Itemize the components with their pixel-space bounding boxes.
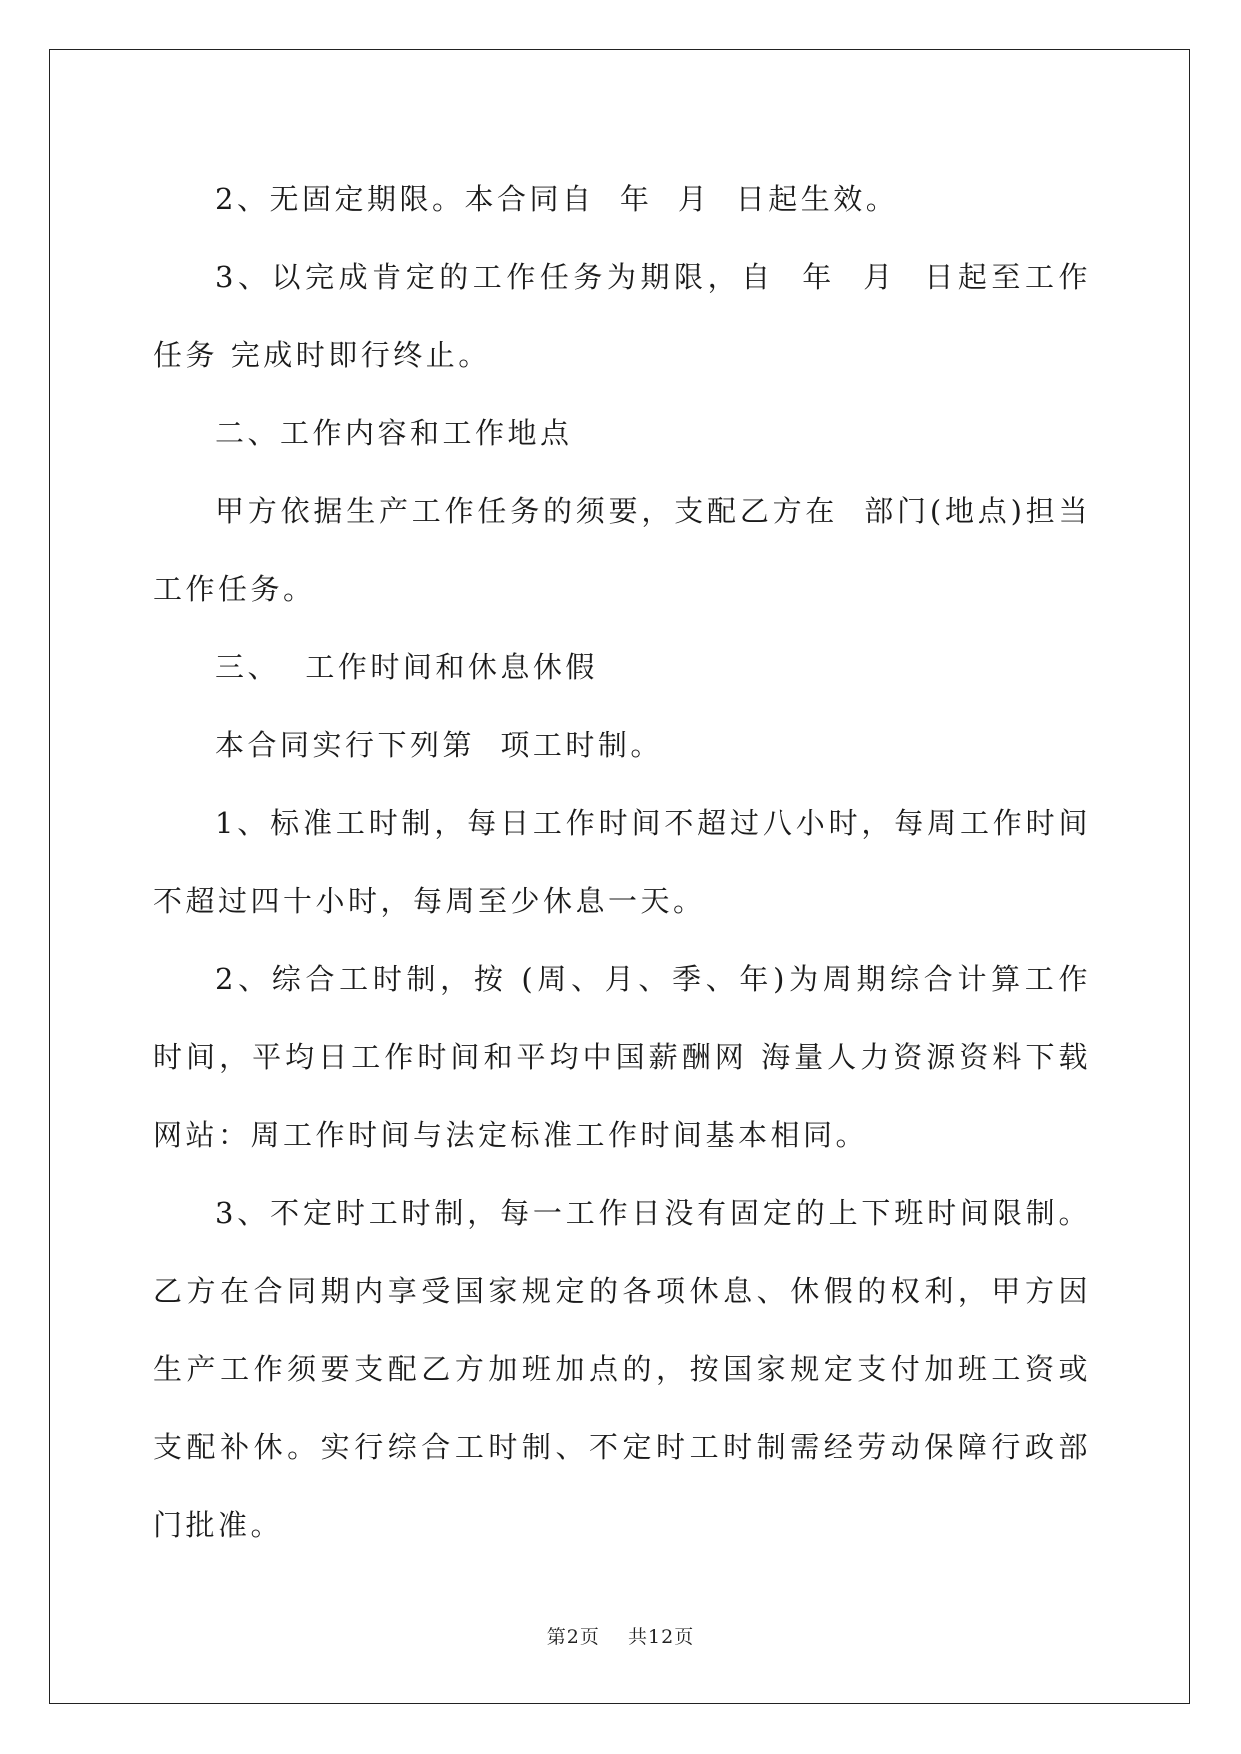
paragraph: 本合同实行下列第 项工时制。 bbox=[215, 728, 663, 762]
document-body bbox=[153, 160, 1117, 1564]
paragraph: 2、综合工时制，按 (周、月、季、年)为周期综合计算工作时间，平均日工作时间和平均中国薪酬网 海量人力资源资料下载 网站：周工作时间与法定标准工作时间基本相同。 bbox=[153, 962, 1104, 1152]
page-number: 第2页 bbox=[546, 1626, 600, 1648]
paragraph: 3、不定时工时制，每一工作日没有固定的上下班时间限制。乙方在合同期内享受国家规定的各项休息、休假的权利，甲方因生产工作须要支配乙方加班加点的，按国家规定支付加班工资或支配补休。实行综合工时制、不定时工时制需经劳动保障行政部门批准。 bbox=[153, 1196, 1091, 1542]
section-heading: 二、工作内容和工作地点 bbox=[215, 416, 573, 450]
paragraph: 甲方依据生产工作任务的须要，支配乙方在 部门(地点)担当 工作任务。 bbox=[153, 494, 1117, 606]
page-total: 共12页 bbox=[628, 1626, 695, 1648]
section-heading: 三、 工作时间和休息休假 bbox=[215, 650, 598, 684]
paragraph: 2、无固定期限。本合同自 年 月 日起生效。 bbox=[215, 182, 899, 216]
paragraph: 3、以完成肯定的工作任务为期限，自 年 月 日起至工作任务 完成时即行终止。 bbox=[153, 260, 1091, 372]
paragraph: 1、标准工时制，每日工作时间不超过八小时，每周工作时间不超过四十小时，每周至少休息一天。 bbox=[153, 806, 1091, 918]
page-footer bbox=[0, 1622, 1241, 1649]
